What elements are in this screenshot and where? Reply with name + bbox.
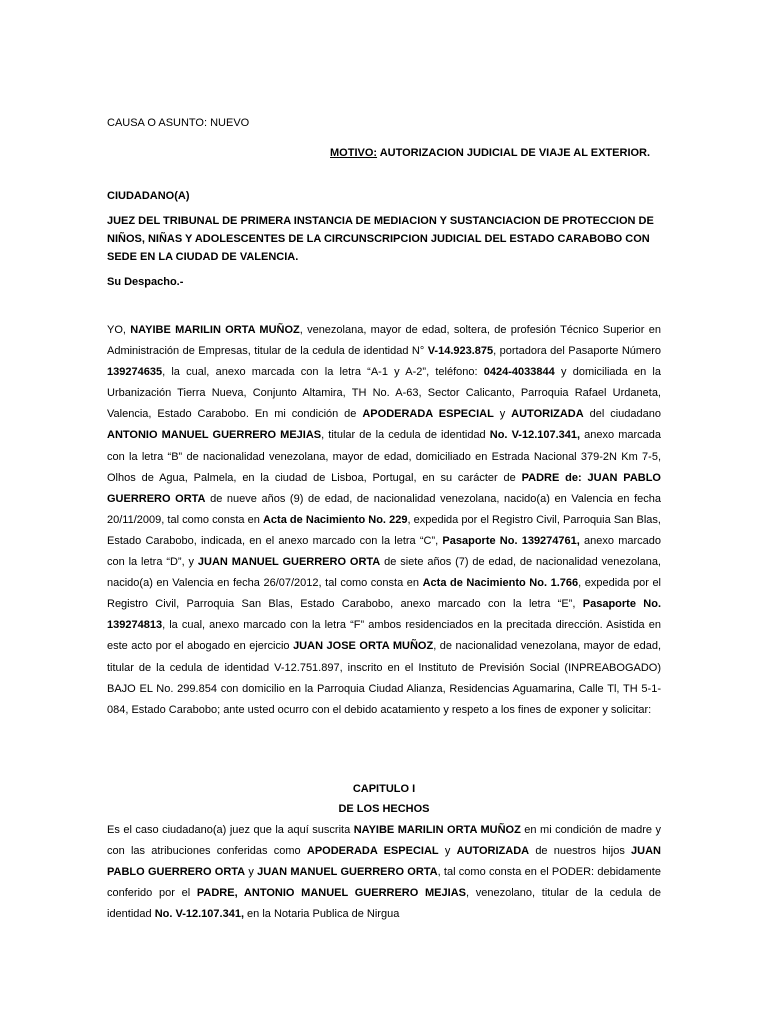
bold-run: Pasaporte No. 139274813 [107,598,662,632]
bold-run: No. V-12.107.341, [489,429,581,442]
text-run: , la cual, anexo marcada con la letra “A-1 y A-2”, teléfono: [162,366,484,379]
text-run: anexo marcado con la letra “D”, y [107,534,661,569]
bold-run: AUTORIZADA [456,845,530,858]
bold-run: Acta de Nacimiento No. 1.766 [422,577,579,590]
text-run: YO, [107,324,131,336]
text-run: y domiciliada en la Urbanización Tierra Nueva, Conjunto Altamira, TH No. A-63, Sector Calicanto, Parroquia Rafael Urdaneta, Valencia, Estado Carabobo. En mi condición de [107,366,661,421]
text-run: anexo marcada con la letra “B” de nacionalidad venezolana, mayor de edad, domiciliado en Estrada Nacional 379-2N Km 7-5, Olhos de Agua, Palmela, en la ciudad de Lisboa, Portugal, en su carácter de [107,429,662,484]
causa-line: CAUSA O ASUNTO: NUEVO [107,117,250,129]
text-run: , la cual, anexo marcado con la letra “F” ambos residenciados en la precitada dirección. Asistida en este acto por el abogado en ejercicio [107,619,661,653]
text-run: , expedida por el Registro Civil, Parroquia San Blas, Estado Carabobo, anexo marcado con la letra “E”, [107,577,662,611]
juez-addressee: JUEZ DEL TRIBUNAL DE PRIMERA INSTANCIA DE MEDIACION Y SUSTANCIACION DE PROTECCION DE NIÑOS, NIÑAS Y ADOLESCENTES DE LA CIRCUNSCRIPCION JUDICIAL DEL ESTADO CARABOBO CON SEDE EN LA CIUDAD DE VALENCIA. [107,215,654,263]
text-run: , tal como consta en el PODER: debidamente conferido por el [107,866,661,900]
ciudadano-heading: CIUDADANO(A) [107,190,190,202]
text-run: , venezolana, mayor de edad, soltera, de profesión Técnico Superior en Administración de Empresas, titular de la cedula de identidad N° [107,324,661,358]
bold-run: PADRE de: JUAN PABLO GUERRERO ORTA [107,471,661,505]
text-run: de siete años (7) de edad, de nacionalidad venezolana, nacido(a) en Valencia en fecha 26/07/2012, tal como consta en [107,556,661,590]
text-run: , portadora del Pasaporte Número [493,345,661,358]
bold-run: JUAN JOSE ORTA MUÑOZ [293,640,434,653]
bold-run: JUAN MANUEL GUERRERO ORTA [197,556,381,569]
hechos-heading: DE LOS HECHOS [338,803,430,815]
bold-run: NAYIBE MARILIN ORTA MUÑOZ [353,824,521,836]
motivo-line [330,147,650,159]
text-run: y [438,845,457,858]
motivo-text: AUTORIZACION JUDICIAL DE VIAJE AL EXTERIOR. [377,147,651,159]
bold-run: PADRE, ANTONIO MANUEL GUERRERO MEJIAS [196,887,466,900]
text-run: y [245,866,258,879]
bold-run: APODERADA ESPECIAL [306,845,439,858]
su-despacho: Su Despacho.- [107,276,184,288]
text-run: Es el caso ciudadano(a) juez que la aquí suscrita [107,824,354,836]
motivo-label: MOTIVO: [330,147,378,159]
text-run: , titular de la cedula de identidad [321,429,490,442]
bold-run: Pasaporte No. 139274761, [442,534,580,547]
bold-run: Acta de Nacimiento No. 229 [262,513,408,526]
text-run: en la Notaria Publica de Nirgua [244,908,400,921]
text-run: , venezolano, titular de la cedula de identidad [107,887,662,921]
bold-run: NAYIBE MARILIN ORTA MUÑOZ [130,324,300,336]
bold-run: APODERADA ESPECIAL [362,408,494,421]
text-run: , expedida por el Registro Civil, Parroquia San Blas, Estado Carabobo, indicada, en el anexo marcado con la letra “C”, [107,513,661,547]
bold-run: AUTORIZADA [511,408,584,421]
paragraph-intro [107,320,661,721]
bold-run: JUAN MANUEL GUERRERO ORTA [257,866,438,879]
text-run: de nueve años (9) de edad, de nacionalidad venezolana, nacido(a) en Valencia en fecha 20/11/2009, tal como consta en [107,492,661,526]
text-run: de nuestros hijos [529,845,632,858]
bold-run: 0424-4033844 [483,366,555,379]
bold-run: JUAN PABLO GUERRERO ORTA [107,845,661,879]
bold-run: V-14.923.875 [427,345,494,358]
bold-run: ANTONIO MANUEL GUERRERO MEJIAS [107,429,322,442]
text-run: , de nacionalidad venezolana, mayor de edad, titular de la cedula de identidad V-12.751.897, inscrito en el Instituto de Previsión Social (INPREABOGADO) BAJO EL No. 299.854 con domicilio en la Parroquia Ciudad Alianza, Residencias Aguamarina, Calle Tl, TH 5-1-084, Estado Carabobo; ante usted ocurro con el debido acatamiento y respeto a los fines de exponer y solicitar: [107,640,661,716]
bold-run: 139274635 [107,366,163,379]
capitulo-heading: CAPITULO I [352,783,416,795]
text-run: en mi condición de madre y con las atribuciones conferidas como [107,824,661,858]
paragraph-hechos [107,820,661,925]
text-run: y [493,408,512,421]
bold-run: No. V-12.107.341, [154,908,244,921]
text-run: del ciudadano [583,408,661,421]
